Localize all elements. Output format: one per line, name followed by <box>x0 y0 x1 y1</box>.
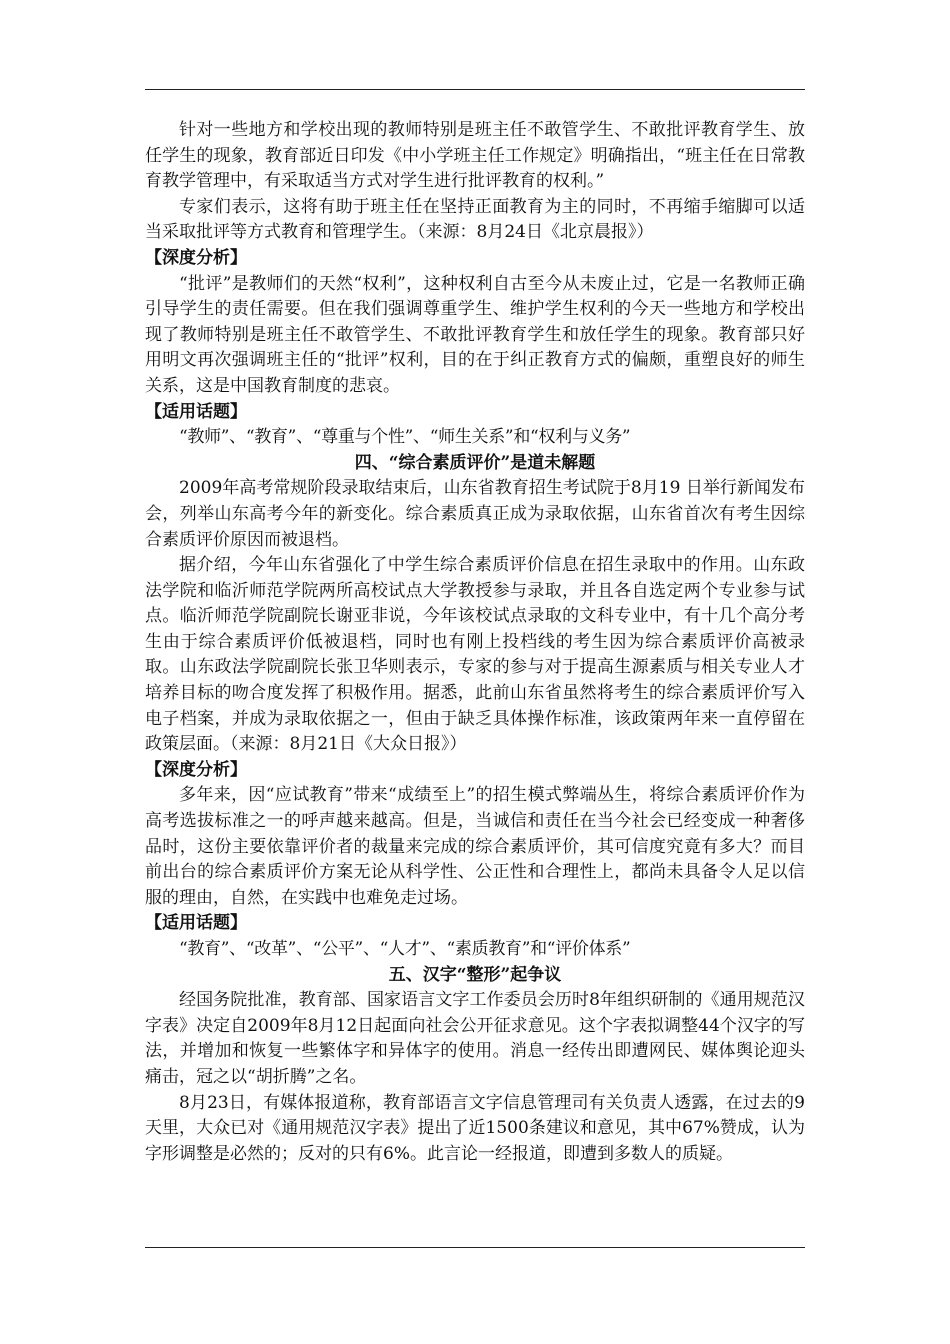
label-deep-analysis: 【深度分析】 <box>145 247 247 268</box>
topics-line-1: “教师”、“教育”、“尊重与个性”、“师生关系”和“权利与义务” <box>179 427 631 448</box>
label-applicable-topics: 【适用话题】 <box>145 401 247 422</box>
label-applicable-topics: 【适用话题】 <box>145 913 247 934</box>
paragraph-section4-1: 2009年高考常规阶段录取结束后，山东省教育招生考试院于8月19 日举行新闻发布会，列举山东高考今年的新变化。综合素质真正成为录取依据，山东省首次有考生因综合素质评价原因而被退档。 <box>145 478 805 550</box>
label-deep-analysis: 【深度分析】 <box>145 759 247 780</box>
paragraph-news-2: 专家们表示，这将有助于班主任在坚持正面教育为主的同时，不再缩手缩脚可以适当采取批评等方式教育和管理学生。（来源：8月24日《北京晨报》） <box>145 196 805 243</box>
section-heading-4: 四、“综合素质评价”是道未解题 <box>354 452 596 473</box>
footer-rule <box>145 1247 805 1248</box>
document-body <box>145 118 805 1167</box>
paragraph-section5-2: 8月23日，有媒体报道称，教育部语言文字信息管理司有关负责人透露，在过去的9天里，大众已对《通用规范汉字表》提出了近1500条建议和意见，其中67%赞成，认为字形调整是必然的；反对的只有6%。此言论一经报道，即遭到多数人的质疑。 <box>145 1092 805 1164</box>
header-rule <box>145 89 805 90</box>
paragraph-section5-1: 经国务院批准，教育部、国家语言文字工作委员会历时8年组织研制的《通用规范汉字表》决定自2009年8月12日起面向社会公开征求意见。这个字表拟调整44个汉字的写法，并增加和恢复一些繁体字和异体字的使用。消息一经传出即遭网民、媒体舆论迎头痛击，冠之以“胡折腾”之名。 <box>145 990 805 1087</box>
paragraph-news-1: 针对一些地方和学校出现的教师特别是班主任不敢管学生、不敢批评教育学生、放任学生的现象，教育部近日印发《中小学班主任工作规定》明确指出，“班主任在日常教育教学管理中，有采取适当方式对学生进行批评教育的权利。” <box>145 120 805 192</box>
section-heading-5: 五、汉字“整形”起争议 <box>388 964 562 985</box>
paragraph-analysis-2: 多年来，因“应试教育”带来“成绩至上”的招生模式弊端丛生，将综合素质评价作为高考选拔标准之一的呼声越来越高。但是，当诚信和责任在当今社会已经变成一种奢侈品时，这份主要依靠评价者的裁量来完成的综合素质评价，其可信度究竟有多大？而目前出台的综合素质评价方案无论从科学性、公正性和合理性上，都尚未具备令人足以信服的理由，自然，在实践中也难免走过场。 <box>145 785 805 908</box>
paragraph-analysis-1: “批评”是教师们的天然“权利”，这种权利自古至今从未废止过，它是一名教师正确引导学生的责任需要。但在我们强调尊重学生、维护学生权利的今天一些地方和学校出现了教师特别是班主任不敢管学生、不敢批评教育学生和放任学生的现象。教育部只好用明文再次强调班主任的“批评”权利，目的在于纠正教育方式的偏颇，重塑良好的师生关系，这是中国教育制度的悲哀。 <box>145 273 805 396</box>
topics-line-2: “教育”、“改革”、“公平”、“人才”、“素质教育”和“评价体系” <box>179 939 631 959</box>
paragraph-section4-2: 据介绍，今年山东省强化了中学生综合素质评价信息在招生录取中的作用。山东政法学院和临沂师范学院两所高校试点大学教授参与录取，并且各自选定两个专业参与试点。临沂师范学院副院长谢亚非说，今年该校试点录取的文科专业中，有十几个高分考生由于综合素质评价低被退档，同时也有刚上投档线的考生因为综合素质评价高被录取。山东政法学院副院长张卫华则表示，专家的参与对于提高生源素质与相关专业人才培养目标的吻合度发挥了积极作用。据悉，此前山东省虽然将考生的综合素质评价写入电子档案，并成为录取依据之一，但由于缺乏具体操作标准，该政策两年来一直停留在政策层面。（来源：8月21日《大众日报》） <box>145 555 805 755</box>
